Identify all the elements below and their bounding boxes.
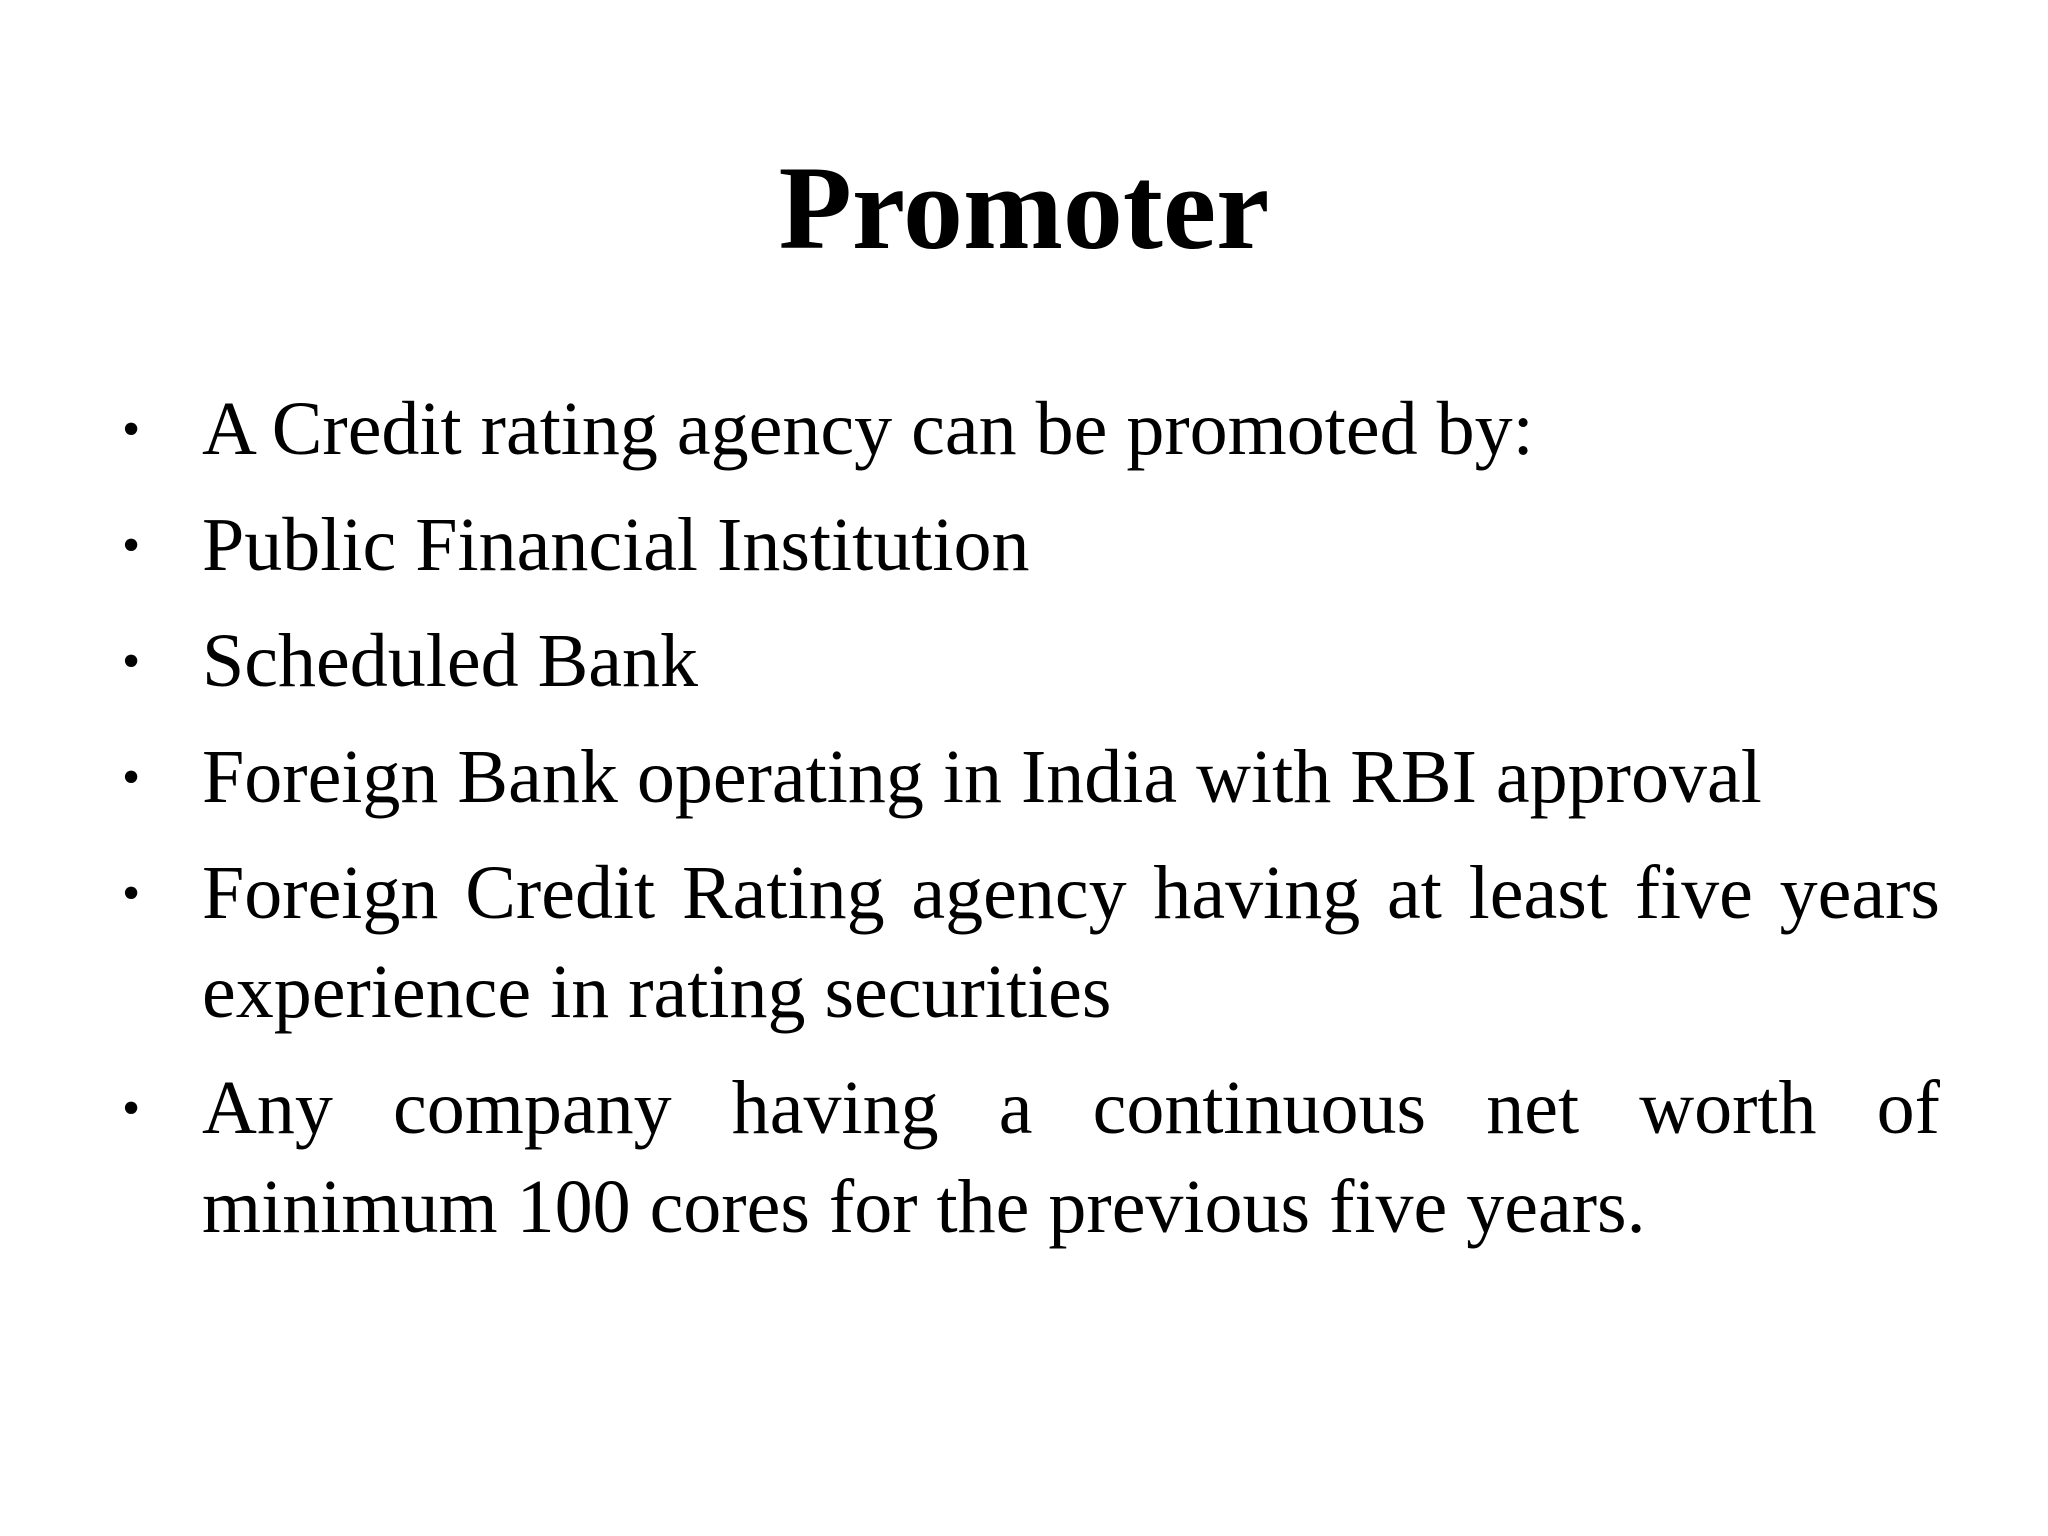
bullet-item xyxy=(120,844,1940,1042)
bullet-icon: • xyxy=(122,633,141,690)
slide-title: Promoter xyxy=(778,141,1270,274)
bullet-icon: • xyxy=(122,749,141,806)
bullet-item xyxy=(120,612,1940,711)
bullet-item xyxy=(120,1059,1940,1257)
bullet-icon: • xyxy=(122,401,141,458)
bullet-text: Foreign Bank operating in India with RBI approval xyxy=(202,735,1762,819)
bullet-icon: • xyxy=(122,517,141,574)
bullet-text: Foreign Credit Rating agency having at least five years experience in rating securities xyxy=(202,851,1940,1034)
bullet-text: Public Financial Institution xyxy=(202,503,1030,587)
bullet-list xyxy=(120,380,1940,1274)
bullet-text: A Credit rating agency can be promoted by: xyxy=(202,387,1534,471)
bullet-item xyxy=(120,380,1940,479)
bullet-item xyxy=(120,496,1940,595)
bullet-text: Any company having a continuous net worth of minimum 100 cores for the previous five years. xyxy=(202,1066,1940,1249)
bullet-icon: • xyxy=(122,1080,141,1137)
bullet-icon: • xyxy=(122,865,141,922)
bullet-item xyxy=(120,728,1940,827)
bullet-text: Scheduled Bank xyxy=(202,619,699,703)
